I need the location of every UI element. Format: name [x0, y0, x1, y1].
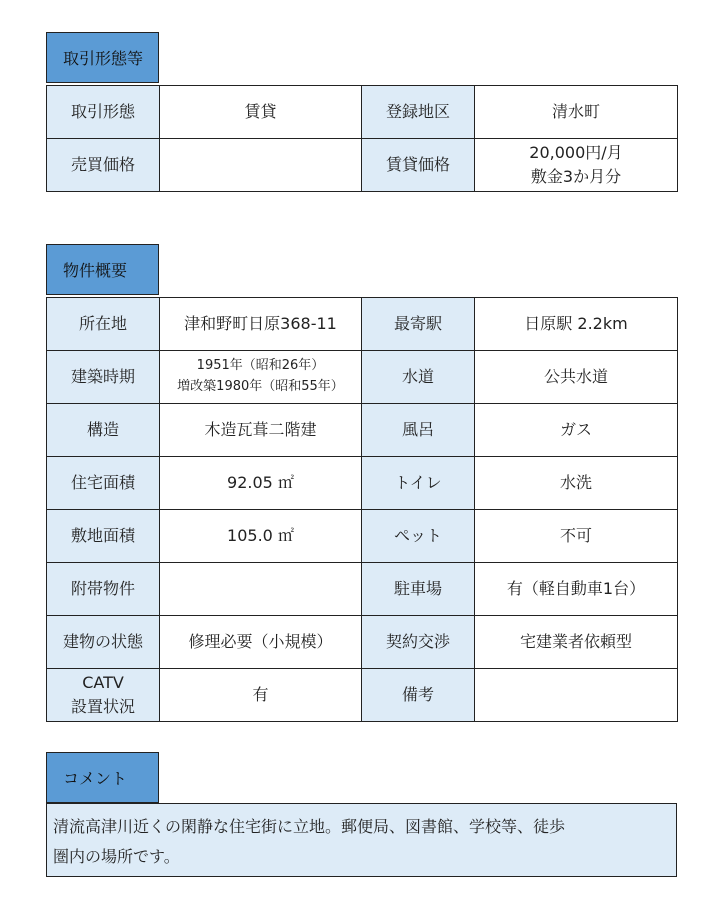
- label-rent-price: 賃貸価格: [362, 139, 475, 192]
- label-transaction-type: 取引形態: [47, 86, 160, 139]
- value-toilet: 水洗: [475, 457, 678, 510]
- value-built-period: [160, 351, 362, 404]
- label-built-period: 建築時期: [47, 351, 160, 404]
- label-structure: 構造: [47, 404, 160, 457]
- property-heading: 物件概要: [46, 244, 159, 295]
- value-remarks: [475, 669, 678, 722]
- table-row: [47, 457, 678, 510]
- label-land-area: 敷地面積: [47, 510, 160, 563]
- rent-monthly: 20,000円/月: [529, 143, 623, 162]
- value-catv: 有: [160, 669, 362, 722]
- value-bath: ガス: [475, 404, 678, 457]
- rent-deposit: 敷金3か月分: [530, 167, 622, 186]
- label-water: 水道: [362, 351, 475, 404]
- value-house-area: 92.05 ㎡: [160, 457, 362, 510]
- value-pet: 不可: [475, 510, 678, 563]
- label-contract-negotiation: 契約交渉: [362, 616, 475, 669]
- table-row: [47, 351, 678, 404]
- comment-line-2: 圏内の場所です。: [53, 847, 180, 867]
- label-ancillary: 附帯物件: [47, 563, 160, 616]
- table-row: [47, 510, 678, 563]
- table-row: [47, 616, 678, 669]
- value-structure: 木造瓦葺二階建: [160, 404, 362, 457]
- label-sale-price: 売買価格: [47, 139, 160, 192]
- built-year: 1951年（昭和26年）: [196, 358, 325, 374]
- comment-line-1: 清流高津川近くの閑静な住宅街に立地。郵便局、図書館、学校等、徒歩: [53, 817, 566, 836]
- transaction-heading: 取引形態等: [46, 32, 159, 83]
- transaction-table: [46, 85, 678, 192]
- label-house-area: 住宅面積: [47, 457, 160, 510]
- label-parking: 駐車場: [362, 563, 475, 616]
- label-catv: [47, 669, 160, 722]
- value-location: 津和野町日原368-11: [160, 298, 362, 351]
- value-ancillary: [160, 563, 362, 616]
- value-building-condition: 修理必要（小規模）: [160, 616, 362, 669]
- table-row: [47, 669, 678, 722]
- value-transaction-type: 賃貸: [160, 86, 362, 139]
- label-registered-district: 登録地区: [362, 86, 475, 139]
- value-nearest-station: 日原駅 2.2km: [475, 298, 678, 351]
- label-toilet: トイレ: [362, 457, 475, 510]
- value-rent-price: [475, 139, 678, 192]
- comment-box: [46, 803, 677, 877]
- value-land-area: 105.0 ㎡: [160, 510, 362, 563]
- table-row: [47, 139, 678, 192]
- property-table: [46, 297, 678, 722]
- label-catv-line2: 設置状況: [70, 697, 135, 716]
- value-parking: 有（軽自動車1台）: [475, 563, 678, 616]
- table-row: [47, 86, 678, 139]
- value-contract-negotiation: 宅建業者依頼型: [475, 616, 678, 669]
- label-pet: ペット: [362, 510, 475, 563]
- value-sale-price: [160, 139, 362, 192]
- label-bath: 風呂: [362, 404, 475, 457]
- table-row: [47, 298, 678, 351]
- table-row: [47, 563, 678, 616]
- value-registered-district: 清水町: [475, 86, 678, 139]
- label-remarks: 備考: [362, 669, 475, 722]
- comment-heading: コメント: [46, 752, 159, 803]
- renovation-year: 増改築1980年（昭和55年）: [177, 379, 344, 394]
- table-row: [47, 404, 678, 457]
- label-location: 所在地: [47, 298, 160, 351]
- label-catv-line1: CATV: [82, 673, 124, 692]
- label-building-condition: 建物の状態: [47, 616, 160, 669]
- label-nearest-station: 最寄駅: [362, 298, 475, 351]
- value-water: 公共水道: [475, 351, 678, 404]
